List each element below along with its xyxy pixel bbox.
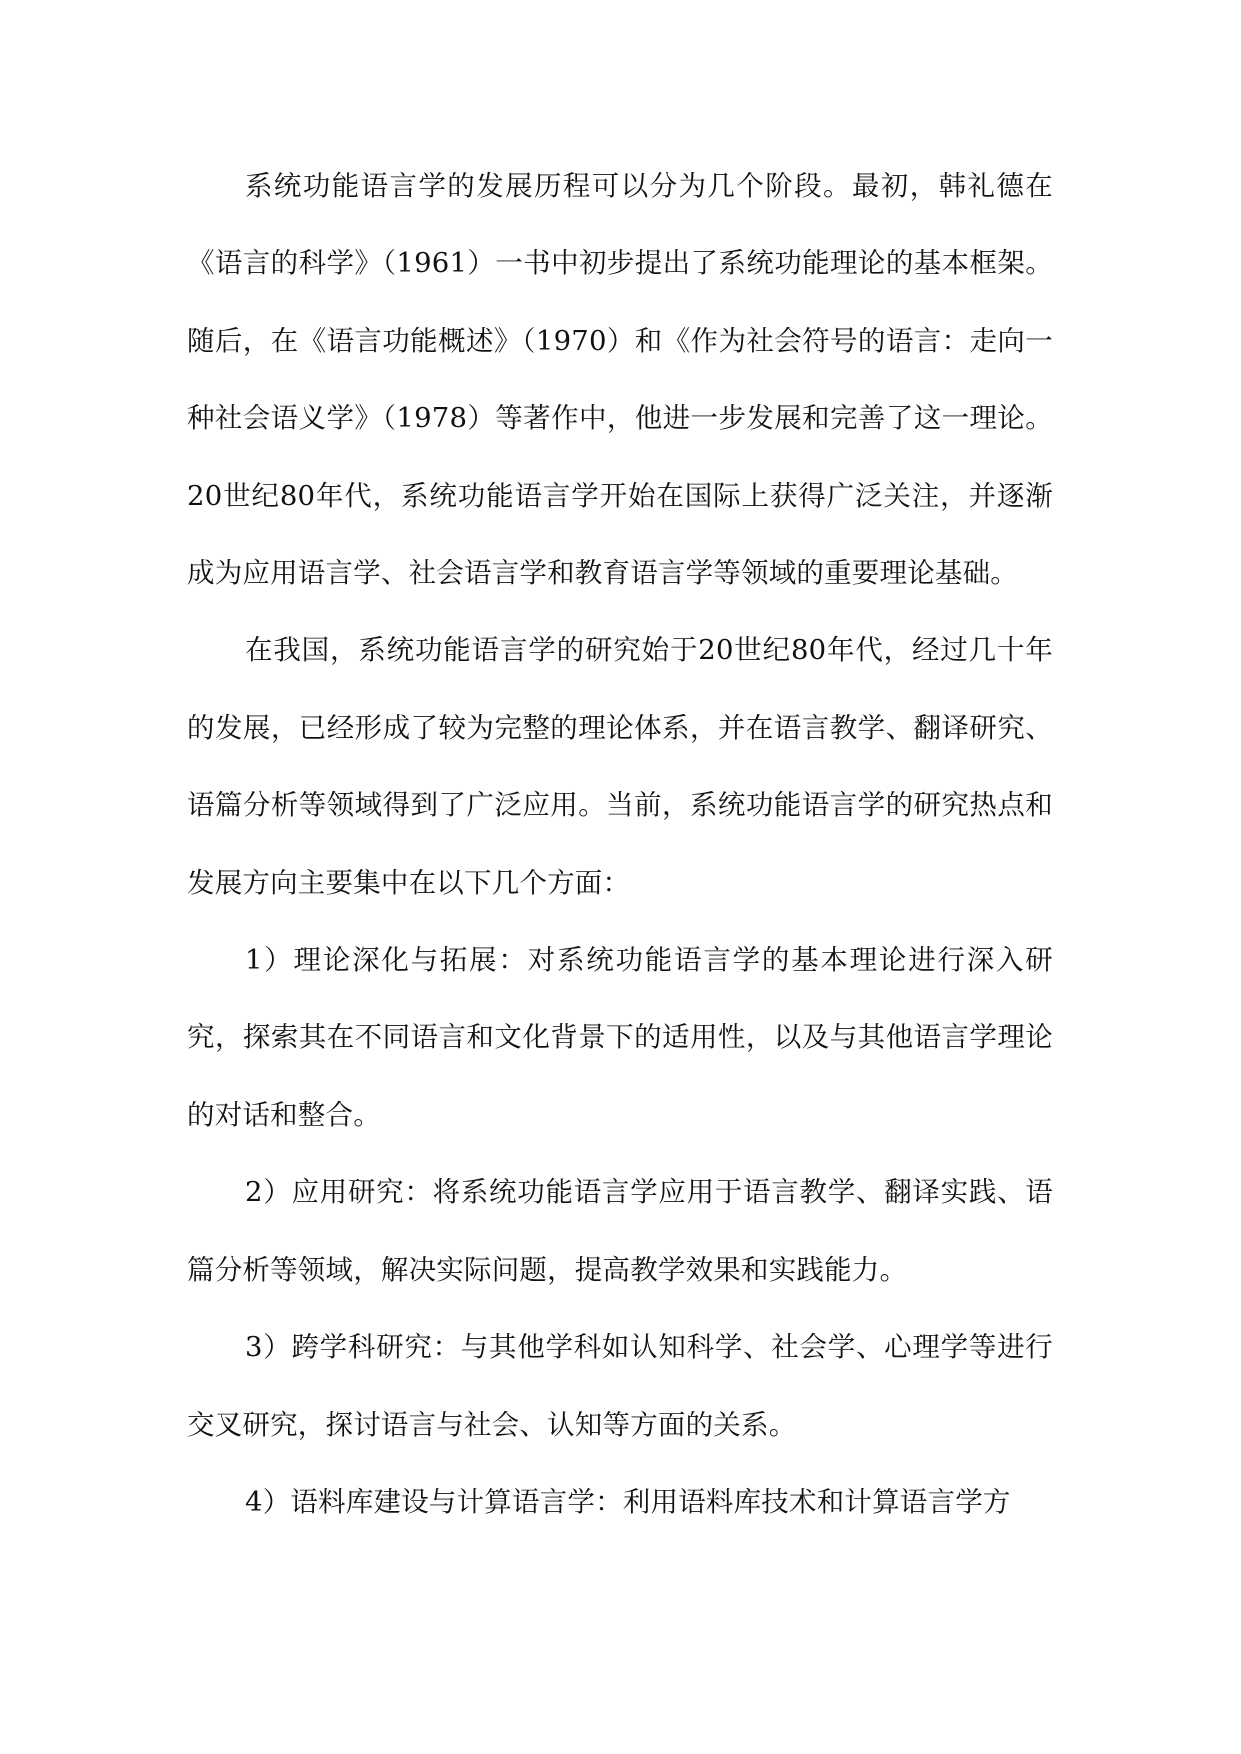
document-body: [187, 148, 1053, 1541]
paragraph-item-3-interdisciplinary: 3）跨学科研究：与其他学科如认知科学、社会学、心理学等进行交叉研究，探讨语言与社会、认知等方面的关系。: [187, 1331, 1053, 1441]
paragraph-development-history: 系统功能语言学的发展历程可以分为几个阶段。最初，韩礼德在《语言的科学》（1961）一书中初步提出了系统功能理论的基本框架。随后，在《语言功能概述》（1970）和《作为社会符号的语言：走向一种社会语义学》（1978）等著作中，他进一步发展和完善了这一理论。20世纪80年代，系统功能语言学开始在国际上获得广泛关注，并逐渐成为应用语言学、社会语言学和教育语言学等领域的重要理论基础。: [187, 170, 1053, 590]
paragraph-item-2-application: 2）应用研究：将系统功能语言学应用于语言教学、翻译实践、语篇分析等领域，解决实际问题，提高教学效果和实践能力。: [187, 1176, 1053, 1286]
paragraph-item-1-theory: 1）理论深化与拓展：对系统功能语言学的基本理论进行深入研究，探索其在不同语言和文化背景下的适用性，以及与其他语言学理论的对话和整合。: [187, 944, 1053, 1131]
paragraph-item-4-corpus: 4）语料库建设与计算语言学：利用语料库技术和计算语言学方: [245, 1485, 1011, 1518]
paragraph-research-in-china: 在我国，系统功能语言学的研究始于20世纪80年代，经过几十年的发展，已经形成了较为完整的理论体系，并在语言教学、翻译研究、语篇分析等领域得到了广泛应用。当前，系统功能语言学的研究热点和发展方向主要集中在以下几个方面：: [187, 634, 1053, 899]
